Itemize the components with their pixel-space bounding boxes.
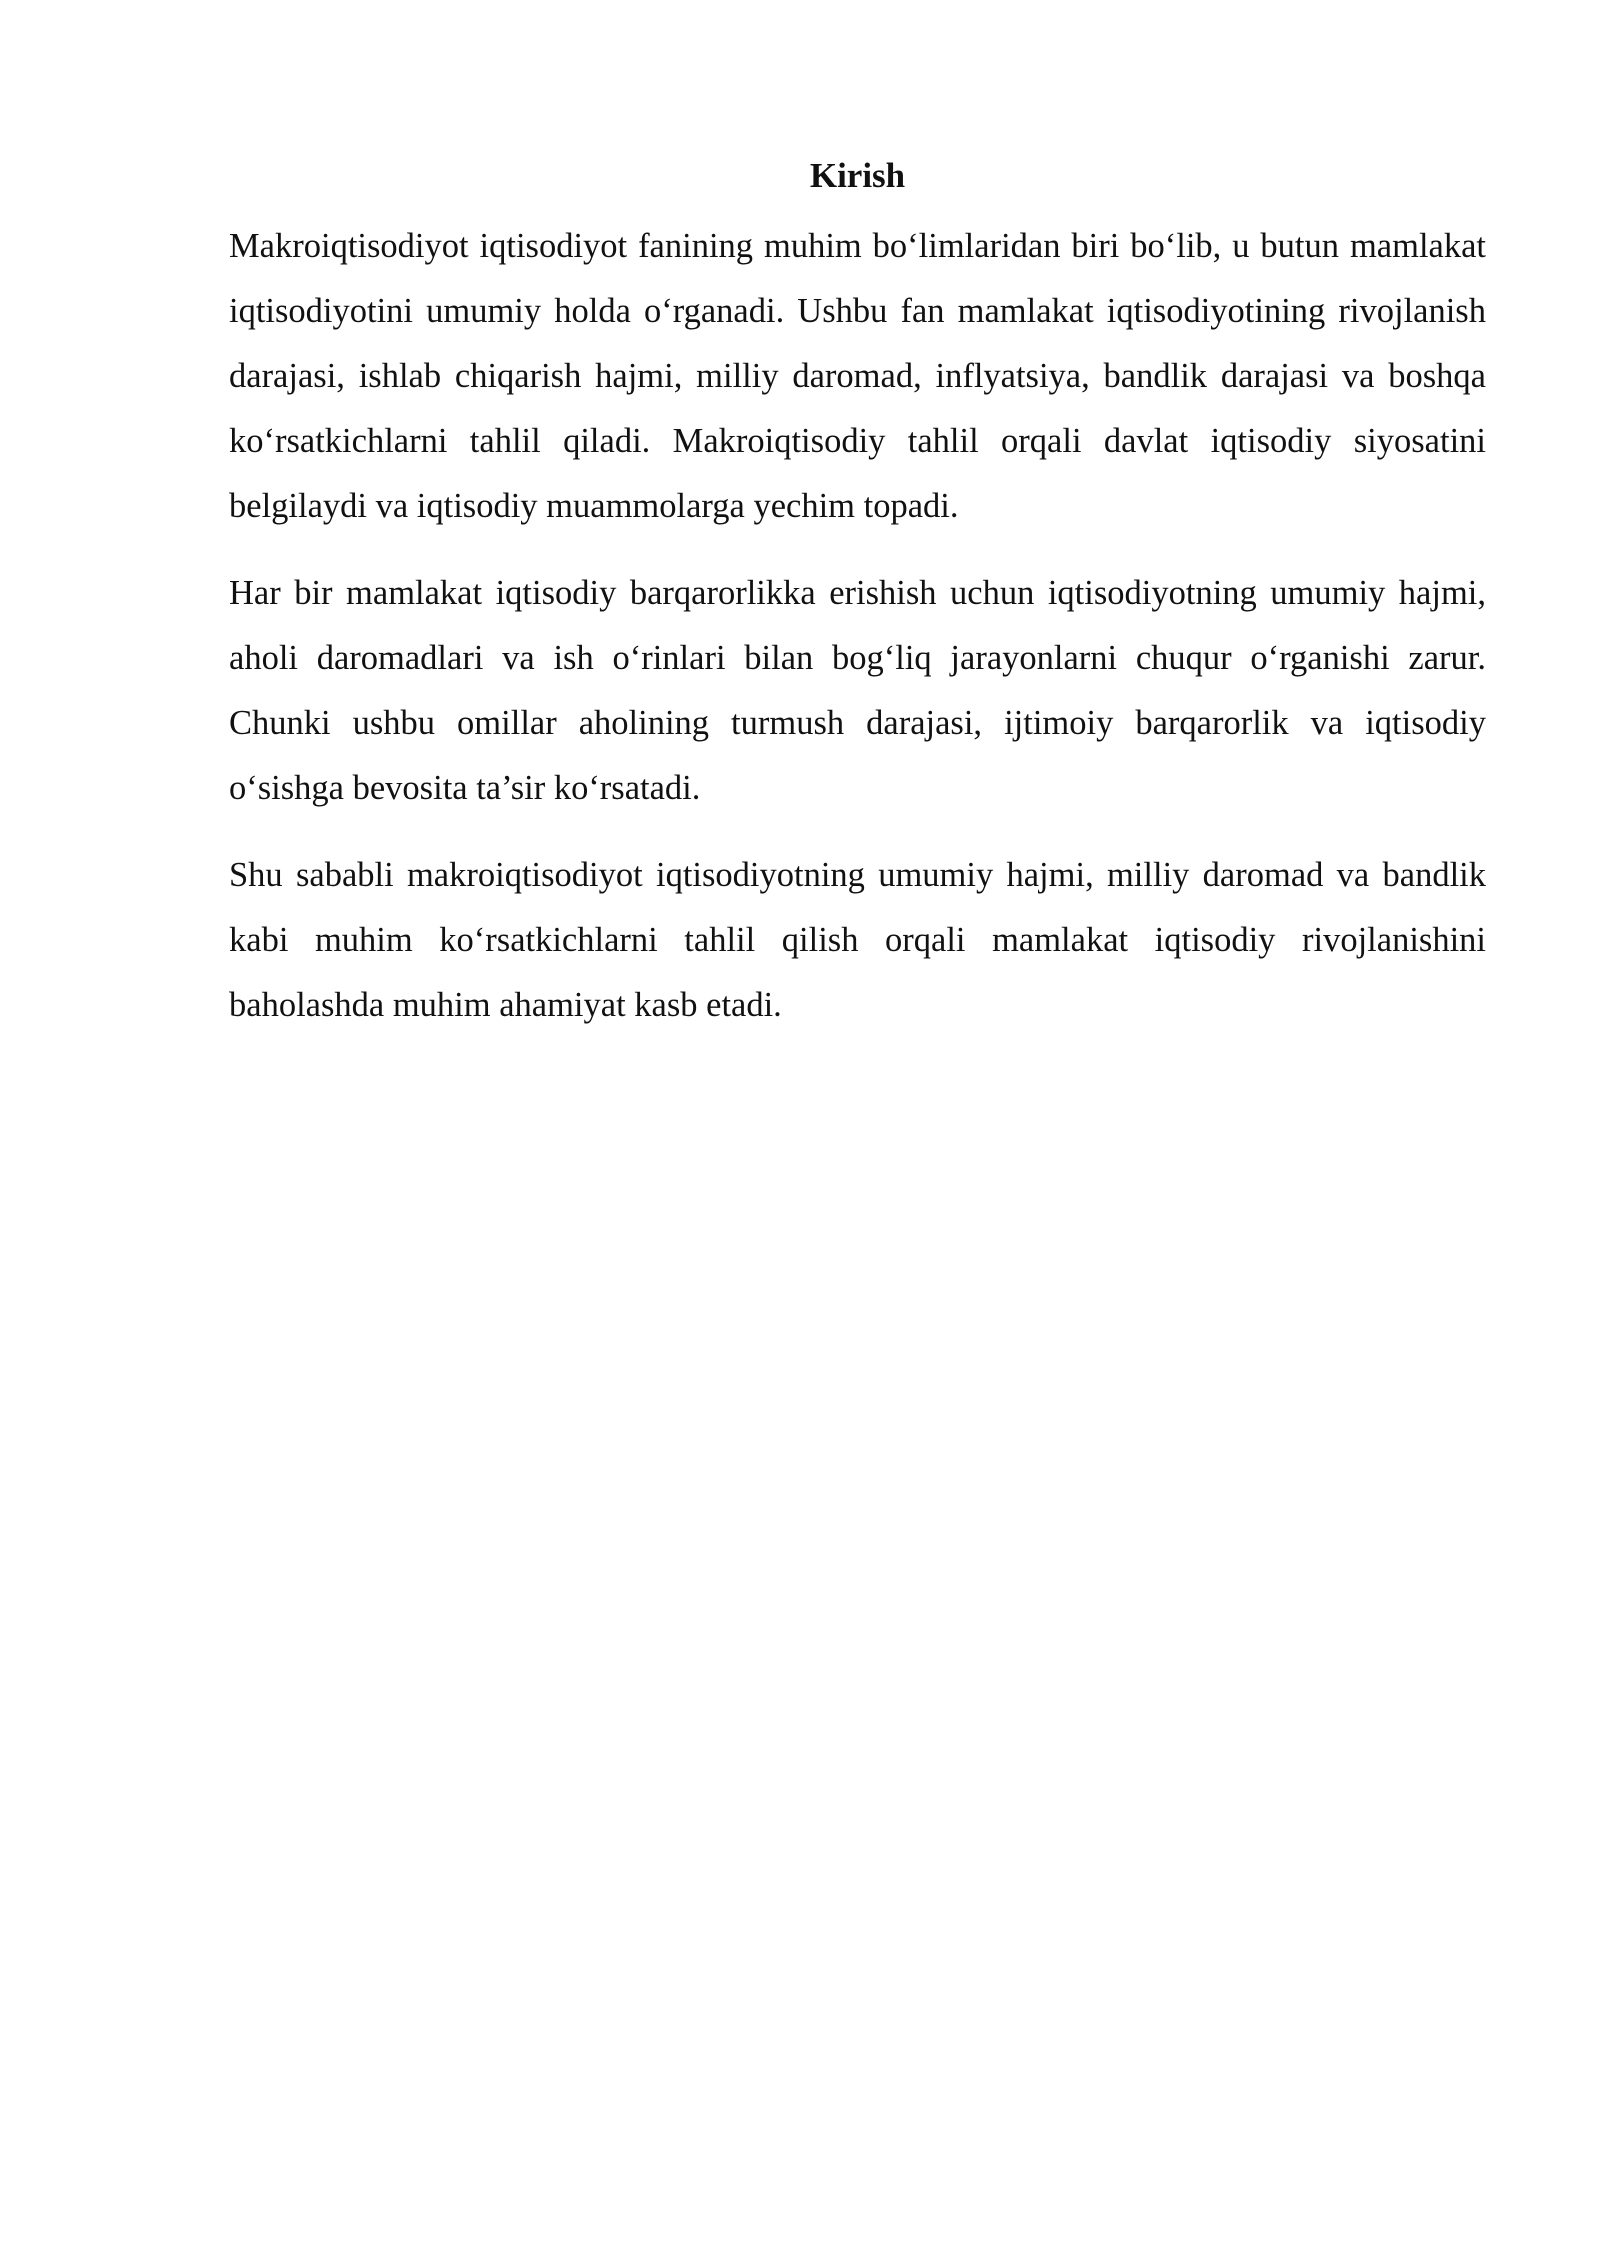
paragraph-stability: Har bir mamlakat iqtisodiy barqarorlikka erishish uchun iqtisodiyotning umumiy hajmi, aholi daromadlari va ish o‘rinlari bilan bog‘liq jarayonlarni chuqur o‘rganishi zarur. Chunki ushbu omillar aholining turmush darajasi, ijtimoiy barqarorlik va iqtisodiy o‘sishga bevosita ta’sir ko‘rsatadi.: [229, 574, 1486, 807]
page-title: Kirish: [809, 156, 906, 195]
paragraph-conclusion: Shu sababli makroiqtisodiyot iqtisodiyotning umumiy hajmi, milliy daromad va bandlik kabi muhim ko‘rsatkichlarni tahlil qilish orqali mamlakat iqtisodiy rivojlanishini baholashda muhim ahamiyat kasb etadi.: [229, 856, 1486, 1024]
paragraph-intro: Makroiqtisodiyot iqtisodiyot fanining muhim bo‘limlaridan biri bo‘lib, u butun mamlakat iqtisodiyotini umumiy holda o‘rganadi. Ushbu fan mamlakat iqtisodiyotining rivojlanish darajasi, ishlab chiqarish hajmi, milliy daromad, inflyatsiya, bandlik darajasi va boshqa ko‘rsatkichlarni tahlil qiladi. Makroiqtisodiy tahlil orqali davlat iqtisodiy siyosatini belgilaydi va iqtisodiy muammolarga yechim topadi.: [229, 227, 1486, 525]
document-body: [229, 148, 1486, 1060]
